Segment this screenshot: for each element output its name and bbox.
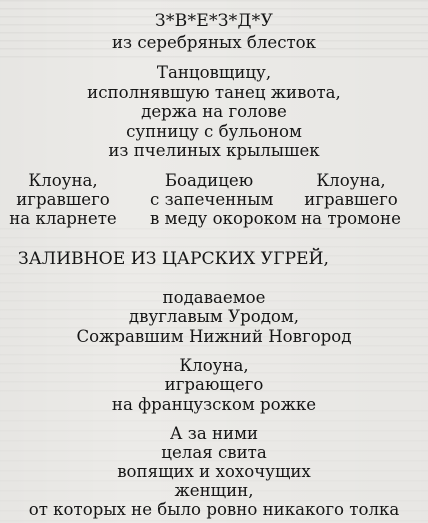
column-center-line-1: Боадицею <box>164 171 254 190</box>
column-right-line-3: на тромоне <box>301 209 401 228</box>
title-star-line: З*В*Е*З*Д*У <box>154 11 274 31</box>
uro-line-1: подаваемое <box>162 288 266 307</box>
retinue-line-1: А за ними <box>169 424 259 443</box>
clown-line-2: играющего <box>164 375 264 394</box>
uro-line-2: двуглавым Уродом, <box>128 307 300 326</box>
dancer-line-4: супницу с бульоном <box>126 122 302 141</box>
dancer-line-1: Танцовщицу, <box>156 63 272 82</box>
column-center-line-2: с запеченным <box>150 190 274 209</box>
column-left-line-3: на кларнете <box>9 209 117 228</box>
column-left-line-2: игравшего <box>16 190 110 209</box>
subtitle-line: из серебряных блесток <box>111 33 317 52</box>
dancer-line-2: исполнявшую танец живота, <box>87 83 341 102</box>
retinue-line-2: целая свита <box>161 443 267 462</box>
column-right-line-2: игравшего <box>304 190 398 209</box>
retinue-line-4: женщин, <box>174 481 254 500</box>
retinue-line-5: от которых не было ровно никакого толка <box>28 500 400 519</box>
dancer-line-3: держа на голове <box>141 102 287 121</box>
retinue-line-3: вопящих и хохочущих <box>117 462 311 481</box>
column-left-line-1: Клоуна, <box>28 171 98 190</box>
clown-line-3: на французском рожке <box>111 395 317 414</box>
dancer-line-5: из пчелиных крылышек <box>108 141 320 160</box>
column-center-line-3: в меду окороком <box>150 209 297 228</box>
uro-line-3: Сожравшим Нижний Новгород <box>76 327 352 346</box>
clown-line-1: Клоуна, <box>179 356 249 375</box>
column-right-line-1: Клоуна, <box>316 171 386 190</box>
bleed-through-top <box>0 0 428 62</box>
section-heading: ЗАЛИВНОЕ ИЗ ЦАРСКИХ УГРЕЙ, <box>18 249 330 269</box>
